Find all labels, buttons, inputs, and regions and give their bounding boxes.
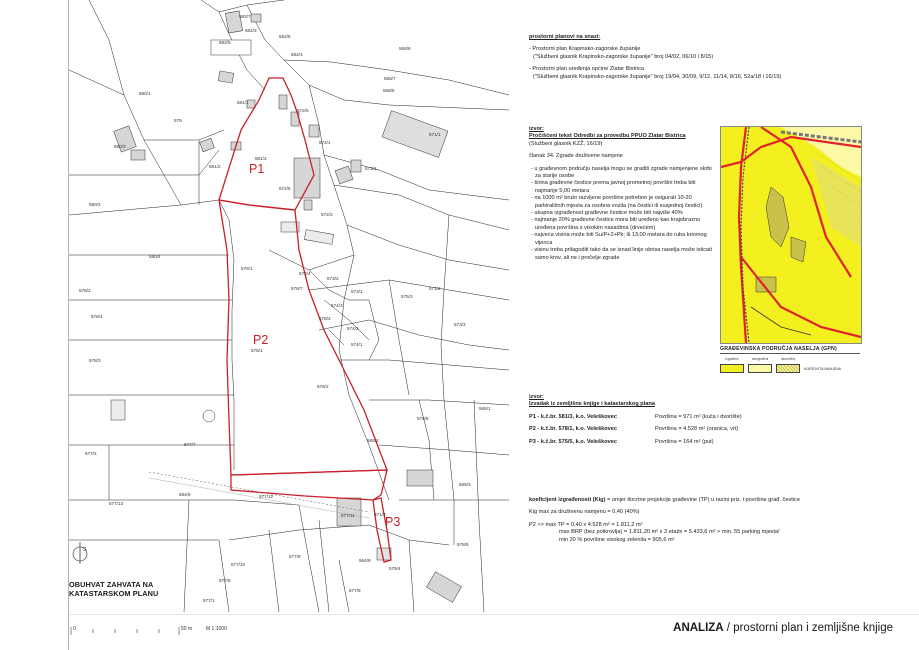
parcel-label: 571/1	[429, 132, 441, 137]
parcel-value: Površina = 164 m² (put)	[655, 438, 714, 445]
legend-swatch-unbuilt	[748, 364, 772, 373]
parcel-label: 584/9	[179, 492, 191, 497]
parcel-label: 577/1	[203, 598, 215, 603]
zoning-inset-map	[720, 126, 862, 344]
parcel-label: 571/3	[374, 512, 386, 517]
parcel-label: 575/8	[417, 416, 429, 421]
cadastral-map-svg	[69, 0, 509, 612]
north-letter: S	[83, 547, 87, 553]
parcel-label: 581/1	[237, 100, 249, 105]
source1-heading: Pročišćeni tekst Odredbi za provedbu PPUO Zlatar Bistrica	[529, 133, 686, 140]
legend-swatches	[720, 364, 860, 373]
scale-zero: 0	[73, 626, 76, 632]
kig-max: Kig max za društvenu namjenu = 0,40 (40%)	[529, 509, 640, 516]
legend-sub-2: neizgrađeni	[751, 357, 769, 361]
plans-block	[529, 34, 829, 81]
parcel-label: 582/5	[219, 40, 231, 45]
parcel-label: 580/2	[89, 202, 101, 207]
parcel-row	[529, 426, 849, 433]
parcel-label: 577/10	[231, 562, 246, 567]
parcel-label: 573/1	[351, 289, 363, 294]
parcel-label: 577/9	[289, 554, 301, 559]
source2-heading: Izvadak iz zemljišne knjige i katastarskog plana	[529, 401, 655, 408]
cadastral-map	[69, 0, 509, 612]
cadastre-block	[529, 394, 849, 446]
inset-legend	[720, 346, 860, 373]
rule-item: - visinu treba prilagoditi tako da se iznad linije obrisa naselja može isticati samo krov, ali ne i pročelje zgrade	[531, 247, 712, 261]
zone-label-p1: P1	[249, 162, 265, 176]
parcel-label: 574/2	[347, 326, 359, 331]
parcel-label: 582/6	[279, 34, 291, 39]
map-title-line-2: KATASTARSKOM PLANU	[69, 589, 159, 598]
parcel-label: 578/3	[319, 316, 331, 321]
parcel-label: 572/4	[299, 271, 311, 276]
parcel-label: 575/4	[389, 566, 401, 571]
parcel-label: 574/3	[331, 303, 343, 308]
parcel-label: 572/2	[365, 166, 377, 171]
zone-label-p3: P3	[385, 515, 401, 529]
parcel-label: 573/2	[327, 276, 339, 281]
parcel-label: 581/3	[255, 156, 267, 161]
parcel-label: 578/3	[89, 358, 101, 363]
parcel-key: P1 - k.č.br. 581/3, k.o. Veleškovec	[529, 413, 618, 420]
parcel-label: 572/5	[297, 108, 309, 113]
parcel-label: 572/3	[321, 212, 333, 217]
source1-label: izvor:	[529, 126, 544, 132]
parcel-label: 572/1	[319, 140, 331, 145]
legend-mixed-use: MJEŠOVITA NAMJENA	[804, 366, 842, 371]
parcel-label: 568/5	[383, 88, 395, 93]
parcel-label: 578/7	[291, 286, 303, 291]
source1-ref: (Službeni glasnik KZŽ, 16/19)	[529, 140, 603, 147]
parcel-label: 574/1	[351, 342, 363, 347]
parcel-label: 565/2	[367, 438, 379, 443]
parcel-label: 568/7	[384, 76, 396, 81]
rule-item: - ukupna izgrađenost građevne čestice može biti najviše 40%	[531, 210, 683, 217]
page-title	[673, 622, 893, 634]
parcel-label: 580/3	[114, 144, 126, 149]
legend-title: GRAĐEVINSKA PODRUČJA NASELJA (GPN)	[720, 346, 860, 354]
parcel-label: 573/3	[454, 322, 466, 327]
rules-list	[529, 166, 719, 262]
map-title-line-1: OBUHVAT ZAHVATA NA	[69, 580, 154, 589]
parcel-label: 578/1	[241, 266, 253, 271]
rule-item: - najmanje 20% građevne čestice mora biti uređeno kao krajobrazno uređena površina s visokim nasadima (drvećem)	[531, 217, 701, 231]
parcel-label: 582/7	[239, 14, 251, 19]
parcel-value: Površina = 971 m² (kuća i dvorište)	[655, 413, 742, 420]
scale-ratio: M 1:1000	[206, 626, 227, 632]
north-arrow	[72, 540, 90, 571]
rule-item: - najveća visina može biti Su/P+2+Pk; ili 13,00 metara do ruba krovnog vijenca	[531, 232, 707, 246]
parcel-label: 577/6	[219, 578, 231, 583]
parcel-row	[529, 439, 849, 446]
legend-sub-1: izgrađeni	[725, 357, 739, 361]
plans-heading: prostorni planovi na snazi:	[529, 34, 601, 40]
kig-term: koeficijent izgrađenosti (Kig)	[529, 497, 606, 503]
parcel-label: 577/12	[259, 494, 274, 499]
parcel-label: 575/1	[251, 348, 263, 353]
parcel-label: 565/3	[459, 482, 471, 487]
parcel-label: 582/3	[245, 28, 257, 33]
parcel-label: 580/4	[149, 254, 161, 259]
scale-50: 50 m	[181, 626, 193, 632]
parcel-label: 578/4	[91, 314, 103, 319]
parcel-label: 568/6	[399, 46, 411, 51]
parcel-key: P2 - k.č.br. 578/1, k.o. Veleškovec	[529, 426, 618, 433]
rule-item: - širina građevne čestice prema javnoj prometnoj površini treba biti najmanje 5,00 metara	[531, 180, 696, 194]
parcel-label: 565/1	[479, 406, 491, 411]
parcel-value: Površina = 4.528 m² (oranica, vrt)	[655, 426, 739, 433]
calc-line-1: P2 >> max TP = 0,40 x 4.528 m² = 1.811,2 m²	[529, 521, 643, 528]
calc-line-2: max BRP (bez potkrovlja) = 1.811,20 m² x 3 etaže = 5.433,6 m² > min. 55 parking mjesta!	[559, 529, 780, 536]
rule-item: - na 1000 m² bruto razvijene površine potrebno je osigurati 10-20 parkirališnih mjesta za osobna vozila (na čestici ili susjednoj čestici)	[531, 195, 703, 209]
parcel-label: 578/6	[457, 542, 469, 547]
parcel-label: 572/6	[279, 186, 291, 191]
plan1-line2: ("Službeni glasnik Krapinsko-zagorske županije" broj 04/02, 06/10 i 8/15)	[533, 53, 714, 60]
parcel-label: 577/2	[85, 451, 97, 456]
parcel-label: 579	[174, 118, 182, 123]
article-title: članak 34. Zgrade društvene namjene	[529, 153, 623, 160]
map-title	[69, 580, 158, 598]
parcel-label: 578/2	[79, 288, 91, 293]
parcel-label: 577/13	[109, 501, 124, 506]
kig-rest: = omjer tlocrtne projekcije građevine (TP) u razini priz. i površine građ. čestice	[605, 497, 800, 503]
parcel-label: 582/4	[291, 52, 303, 57]
page-title-bold: ANALIZA	[673, 622, 724, 634]
parcel-label: 577/8	[349, 588, 361, 593]
plan2-line1: - Prostorni plan uređenja općine Zlatar Bistrica	[529, 66, 645, 73]
parcel-key: P3 - k.č.br. 575/5, k.o. Veleškovec	[529, 438, 618, 445]
parcel-label: 581/2	[209, 164, 221, 169]
source2-label: izvor:	[529, 394, 544, 400]
parcel-label: 575/2	[317, 384, 329, 389]
zone-label-p2: P2	[253, 333, 269, 347]
parcel-label: 580/1	[139, 91, 151, 96]
parcel-label: 564/9	[359, 558, 371, 563]
parcel-row	[529, 414, 849, 421]
parcel-label: 577/7	[184, 442, 196, 447]
kig-definition	[529, 497, 859, 504]
plan1-line1: - Prostorni plan Krapinsko-zagorske županije	[529, 46, 641, 53]
rule-item: - u građevnom području naselja mogu se graditi zgrade namjenjene skrbi za starije osobe	[531, 165, 712, 180]
kig-block	[529, 497, 859, 544]
legend-swatch-unimproved	[776, 364, 800, 373]
rules-block	[529, 126, 719, 262]
scale-bar	[69, 624, 329, 638]
parcel-label: 575/3	[401, 294, 413, 299]
legend-swatch-built	[720, 364, 744, 373]
page-title-rest: / prostorni plan i zemljišne knjige	[723, 622, 893, 634]
parcel-label: 577/11	[341, 513, 355, 518]
legend-sub-3: neuređeni	[780, 357, 796, 361]
parcel-label: 571/2	[429, 286, 441, 291]
calc-line-3: min 20 % površine visokog zelenila = 905,6 m²	[559, 536, 675, 543]
footer-rule	[69, 614, 919, 615]
legend-subheaders	[720, 357, 860, 361]
plan2-line2: ("Službeni glasnik Krapinsko-zagorske županije" broj 19/04, 30/09, 9/12, 11/14, 8/16, 52a/18 i 16/19)	[533, 73, 782, 80]
